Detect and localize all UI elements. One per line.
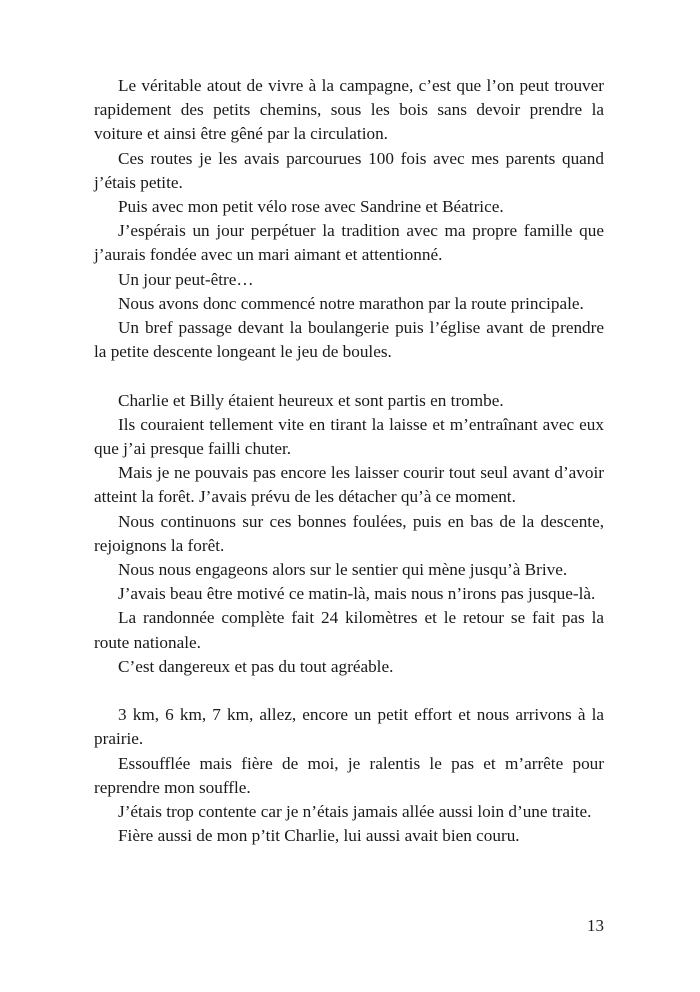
paragraph: Ils couraient tellement vite en tirant la laisse et m’entraînant avec eux que j’ai presque failli chuter. [94,414,604,459]
page-body [94,74,604,848]
paragraph: J’étais trop contente car je n’étais jamais allée aussi loin d’une traite. [118,802,592,822]
section-break [94,364,604,388]
paragraph: Ces routes je les avais parcourues 100 fois avec mes parents quand j’étais petite. [94,148,604,192]
section-2 [94,389,604,679]
section-break [94,679,604,703]
paragraph: Le véritable atout de vivre à la campagne, c’est que l’on peut trouver rapidement des petits chemins, sous les bois sans devoir prendre la voiture et ainsi être gêné par la circulation. [94,76,604,144]
paragraph: J’espérais un jour perpétuer la tradition avec ma propre famille que j’aurais fondée avec un mari aimant et attentionné. [94,221,604,265]
paragraph: Nous avons donc commencé notre marathon par la route principale. [118,293,584,313]
section-1 [94,74,604,364]
paragraph: Un bref passage devant la boulangerie puis l’église avant de prendre la petite descente longeant le jeu de boules. [94,318,604,362]
paragraph: J’avais beau être motivé ce matin-là, mais nous n’irons pas jusque-là. [118,584,596,604]
paragraph: Essoufflée mais fière de moi, je ralentis le pas et m’arrête pour reprendre mon souffle. [94,753,604,797]
paragraph: Nous nous engageons alors sur le sentier qui mène jusqu’à Brive. [118,560,568,580]
paragraph: Un jour peut-être… [118,269,254,289]
page-number: 13 [587,916,604,935]
paragraph: Puis avec mon petit vélo rose avec Sandrine et Béatrice. [118,197,504,217]
paragraph: C’est dangereux et pas du tout agréable. [118,656,394,676]
paragraph: Nous continuons sur ces bonnes foulées, puis en bas de la descente, rejoignons la forêt. [94,511,604,555]
paragraph: 3 km, 6 km, 7 km, allez, encore un petit effort et nous arrivons à la prairie. [94,705,604,749]
paragraph: Mais je ne pouvais pas encore les laisser courir tout seul avant d’avoir atteint la forêt. J’avais prévu de les détacher qu’à ce moment. [94,463,604,507]
section-3 [94,703,604,848]
paragraph: La randonnée complète fait 24 kilomètres et le retour se fait pas la route nationale. [94,608,604,652]
paragraph: Fière aussi de mon p’tit Charlie, lui aussi avait bien couru. [118,826,520,846]
paragraph: Charlie et Billy étaient heureux et sont partis en trombe. [118,390,504,410]
